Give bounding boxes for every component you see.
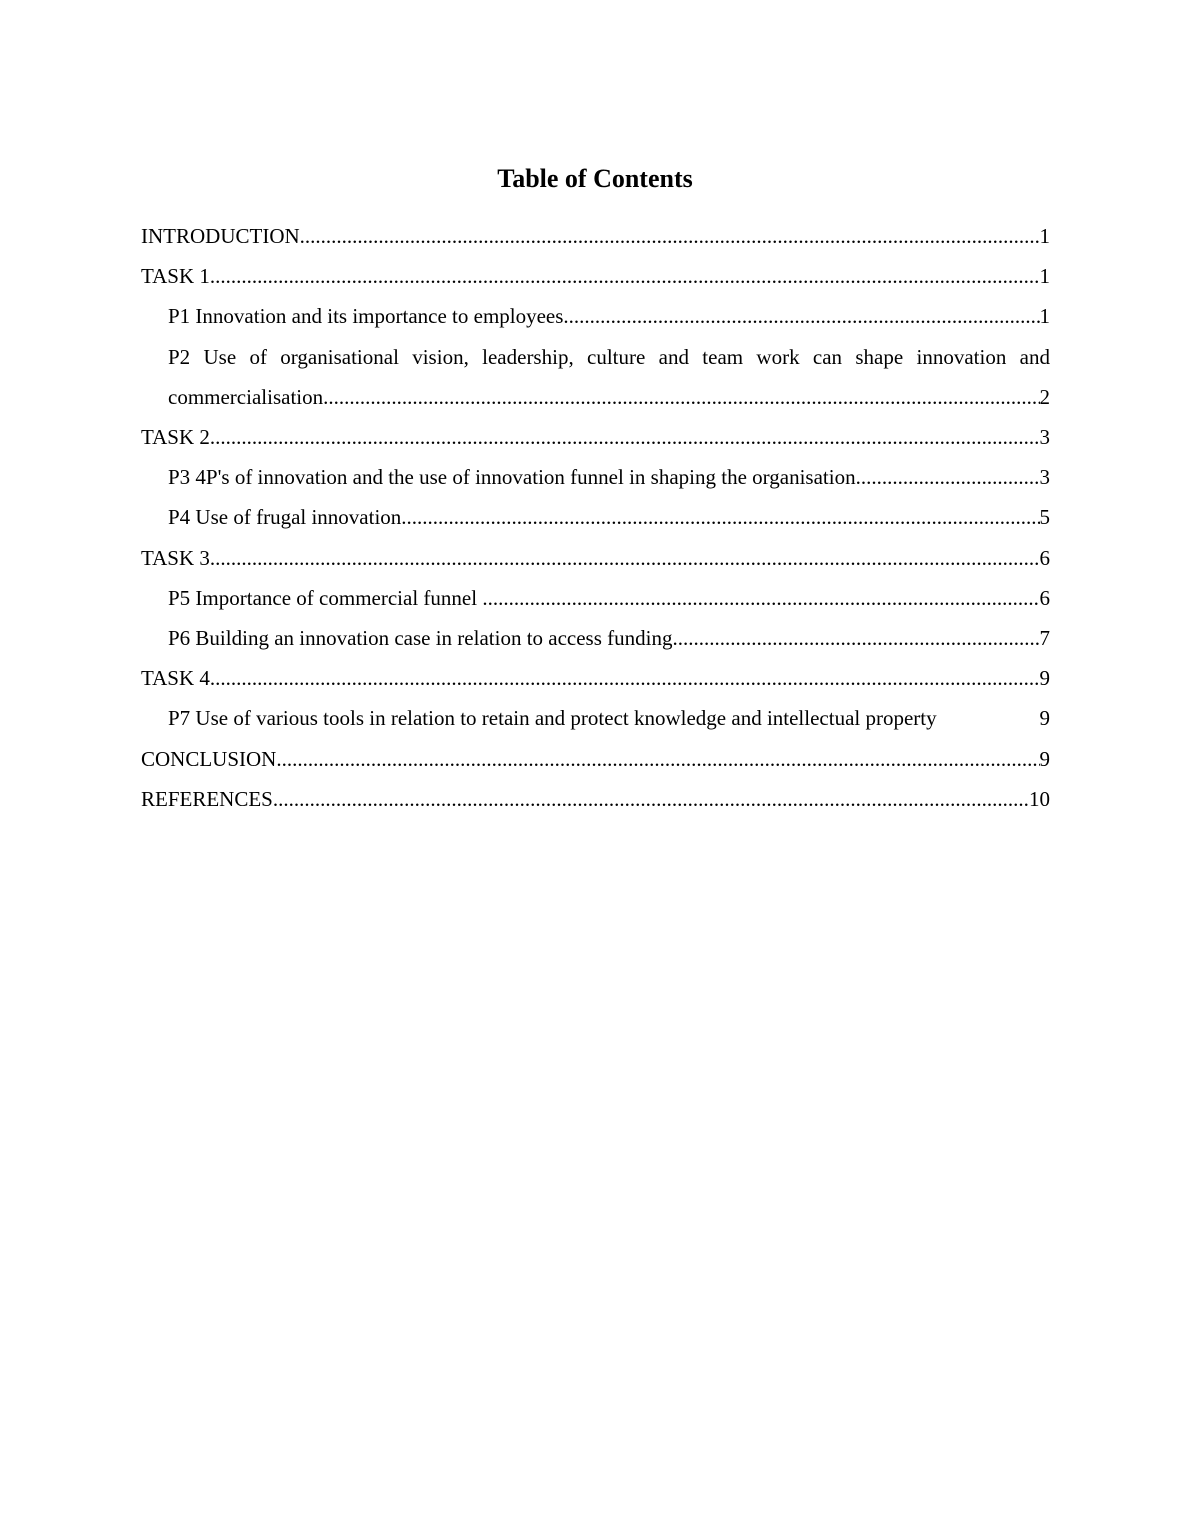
toc-entry-text: P1 Innovation and its importance to employees	[168, 304, 564, 329]
toc-page-number: 6	[1039, 585, 1050, 610]
toc-entry-text: P5 Importance of commercial funnel	[168, 585, 483, 610]
toc-leader-dots	[273, 779, 1029, 819]
toc-entry-p7[interactable]	[141, 698, 1050, 738]
toc-entry-text: P6 Building an innovation case in relation to access funding	[168, 626, 673, 651]
toc-entry-p5[interactable]	[141, 578, 1050, 618]
toc-entry-references[interactable]	[141, 779, 1050, 819]
toc-entry-p2[interactable]	[141, 337, 1050, 417]
toc-entry-introduction[interactable]	[141, 216, 1050, 256]
toc-entry-text: P3 4P's of innovation and the use of innovation funnel in shaping the organisation	[168, 465, 856, 490]
toc-page-number: 9	[1034, 706, 1050, 731]
toc-entry-task-4[interactable]	[141, 658, 1050, 698]
toc-entry-p4[interactable]	[141, 497, 1050, 537]
toc-leader-dots	[482, 578, 1039, 618]
toc-entry-text: TASK 2	[141, 425, 210, 450]
toc-leader-dots	[210, 256, 1040, 296]
toc-leader-dots	[300, 216, 1040, 256]
toc-page-number: 6	[1039, 545, 1050, 570]
toc-entry-task-3[interactable]	[141, 538, 1050, 578]
toc-page-number: 9	[1039, 666, 1050, 691]
toc-leader-dots	[276, 739, 1039, 779]
toc-page-number: 1	[1039, 264, 1050, 289]
toc-leader-dots	[210, 658, 1040, 698]
toc-entry-text: CONCLUSION	[141, 746, 277, 771]
toc-entry-task-1[interactable]	[141, 256, 1050, 296]
toc-entry-p1[interactable]	[141, 296, 1050, 336]
toc-leader-dots	[672, 618, 1039, 658]
toc-leader-dots	[563, 296, 1039, 336]
toc-leader-dots	[210, 417, 1040, 457]
toc-leader-dots	[856, 457, 1040, 497]
toc-leader-dots	[210, 538, 1040, 578]
toc-entry-text-line2: commercialisation	[168, 384, 324, 409]
toc-page-number: 7	[1039, 626, 1050, 651]
toc-entry-text-line1: P2 Use of organisational vision, leadership, culture and team work can shape innovation and	[168, 344, 1050, 369]
page-title: Table of Contents	[497, 164, 693, 193]
toc-page-number: 9	[1039, 746, 1050, 771]
toc-entry-p3[interactable]	[141, 457, 1050, 497]
toc-entry-conclusion[interactable]	[141, 739, 1050, 779]
toc-page-number: 10	[1029, 786, 1050, 811]
toc-page-number: 3	[1039, 465, 1050, 490]
toc-entry-text: TASK 3	[141, 545, 210, 570]
toc-page-number: 1	[1039, 224, 1050, 248]
toc-entry-p6[interactable]	[141, 618, 1050, 658]
toc-entry-text: INTRODUCTION	[141, 224, 300, 248]
toc-entry-text: P7 Use of various tools in relation to retain and protect knowledge and intellectual property	[168, 706, 942, 731]
toc-leader-dots	[323, 377, 1039, 417]
toc-entry-text: P4 Use of frugal innovation	[168, 505, 402, 530]
toc-entry-text: TASK 1	[141, 264, 210, 289]
toc-leader-dots	[401, 497, 1039, 537]
toc-page-number: 3	[1039, 425, 1050, 450]
toc-page-number: 2	[1039, 384, 1050, 409]
toc-page-number: 1	[1039, 304, 1050, 329]
toc-entry-text: REFERENCES	[141, 786, 273, 811]
toc-page-number: 5	[1039, 505, 1050, 530]
toc-entry-task-2[interactable]	[141, 417, 1050, 457]
toc-list	[141, 216, 1050, 819]
toc-entry-text: TASK 4	[141, 666, 210, 691]
